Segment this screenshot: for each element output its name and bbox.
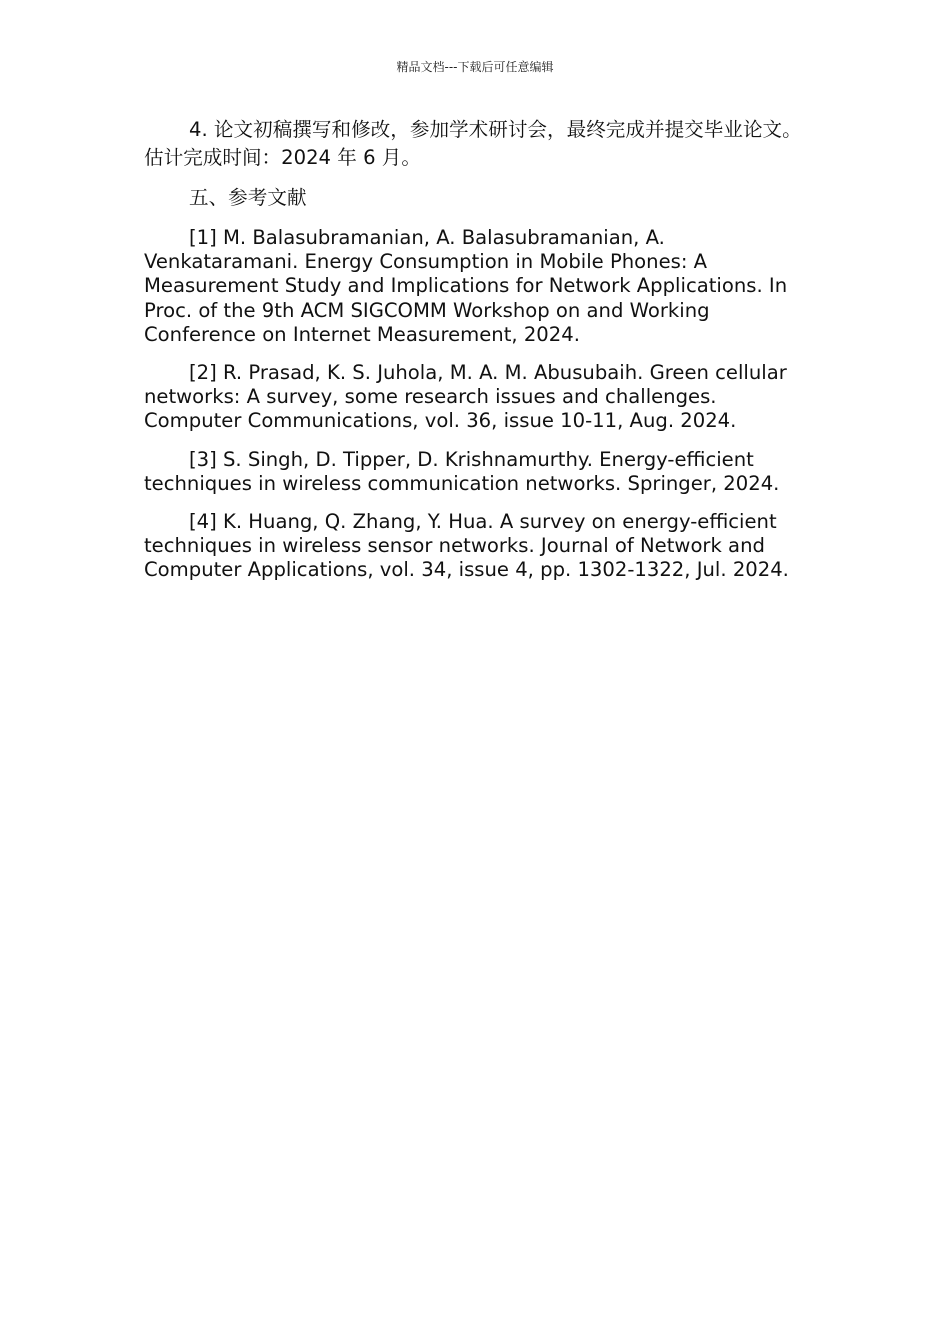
section-title-references: 五、参考文献	[189, 186, 307, 209]
reference-3: [3] S. Singh, D. Tipper, D. Krishnamurthy. Energy-efficient techniques in wireless communication networks. Springer, 2024.	[144, 447, 780, 495]
reference-2: [2] R. Prasad, K. S. Juhola, M. A. M. Abusubaih. Green cellular networks: A survey, some research issues and challenges. Computer Communications, vol. 36, issue 10-11, Aug. 2024.	[144, 361, 787, 433]
page-header: 精品文档---下载后可任意编辑	[396, 60, 554, 74]
reference-4: [4] K. Huang, Q. Zhang, Y. Hua. A survey on energy-efficient techniques in wireless sensor networks. Journal of Network and Computer Applications, vol. 34, issue 4, pp. 1302-1322, Jul. 2024.	[144, 510, 789, 582]
plan-item-4: 4. 论文初稿撰写和修改，参加学术研讨会，最终完成并提交毕业论文。估计完成时间：2024 年 6 月。	[144, 118, 802, 169]
reference-1: [1] M. Balasubramanian, A. Balasubramanian, A. Venkataramani. Energy Consumption in Mobile Phones: A Measurement Study and Implications for Network Applications. In Proc. of the 9th ACM SIGCOMM Workshop on and Working Conference on Internet Measurement, 2024.	[144, 226, 788, 346]
document-body	[144, 116, 806, 597]
